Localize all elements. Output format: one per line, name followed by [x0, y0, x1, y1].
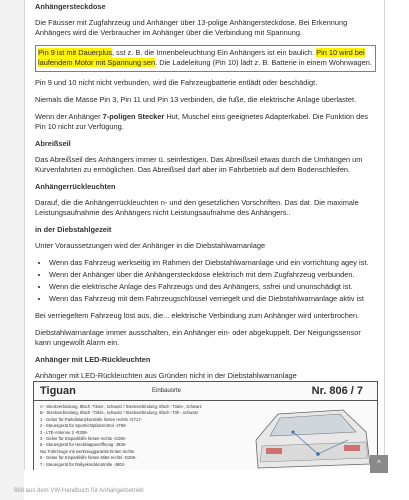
paragraph — [35, 112, 376, 132]
document-page — [24, 0, 385, 470]
highlighted-text: Pin 10 wird bei laufendem Motor mit Spannung sen — [38, 48, 365, 67]
legend-item: Nur Fahrzeuge mit werkzeuggarantie hinten rechts — [40, 448, 135, 454]
paragraph: Anhänger mit LED-Rückleuchten aus Gründen nicht in der Diebstahlwarnanlage — [35, 371, 297, 380]
paragraph: Pin 9 und 10 nicht nicht verbunden, wird die Fahrzeugbatterie entlädt oder beschädigt. — [35, 78, 318, 87]
bold-text: 7-poligen Stecker — [102, 112, 165, 121]
section-heading-led: Anhänger mit LED-Rückleuchten — [35, 355, 151, 364]
bullet-list — [35, 258, 376, 304]
image-caption: Bild aus dem VW-Handbuch für Anhängerbetrieb — [14, 488, 144, 494]
document-text — [35, 0, 376, 380]
wiring-diagram-panel — [33, 381, 378, 470]
diagram-number: Nr. 806 / 7 — [311, 385, 363, 397]
highlighted-text: Pin 9 ist mit Dauerplus — [38, 48, 112, 57]
left-rail — [0, 0, 24, 500]
paragraph: Niemals die Masse Pin 3, Pin 11 und Pin 13 verbinden, die fuße, die elektrische Anlage überlastet. — [35, 95, 357, 104]
paragraph-text: Hut, Muschel eins geeignetes Adapterkabel. Die Funktion des Pin 10 nicht zur Verfügung. — [35, 112, 369, 131]
legend-item: A - Steckverbindung, 8fach -T3a/x-, schwarz / Steckverbindung, 8fach -T3a/e-, schwarz — [40, 404, 202, 409]
list-item: • Wenn der Anhänger über die Anhängersteckdose elektrisch mit dem Zugfahrzeug verbunden. — [49, 270, 376, 280]
legend-item: 4 - Geber für Einparkhilfe hinten rechts -G206- — [40, 436, 127, 442]
list-item: • Wenn das Fahrzeug mit dem Fahrzeugschlüssel verriegelt und die Diebstahlwarnanlage aktiv ist — [49, 294, 376, 304]
list-item: • Wenn die elektrische Anlage des Fahrzeugs und des Anhängers, ssfrei und ununschädigt ist. — [49, 282, 376, 292]
highlight-annotation-box — [35, 45, 376, 72]
section-heading-abreisseil: Abreißseil — [35, 139, 71, 148]
diagram-model-title: Tiguan — [40, 385, 76, 397]
legend-item: B - Steckverbindung, 8fach -T3k/x-, schwarz / Steckverbindung, 8fach -T3h-, schwarz — [40, 410, 199, 416]
section-heading-rueckleuchten: Anhängerrückleuchten — [35, 182, 116, 191]
scroll-to-top-button[interactable]: ^ — [370, 455, 388, 473]
legend-item: 6 - Geber für Einparkhilfe hinten Mitte rechts -G206- — [40, 455, 137, 461]
paragraph-text: , sst z. B. die Innenbeleuchtung Ein Anhängers ist ein baulich. — [111, 48, 317, 57]
legend-item: 1 - Geber für Parkdistanzkontrolle hinten rechts -G717- — [40, 416, 142, 422]
legend-item: 7 - Steuergerät für Rallyeknickkontrolle -J602- — [40, 461, 126, 467]
legend-item: 2 - Steuergerät für Sportrichtpfanzentrol -J769- — [40, 423, 127, 429]
list-item: • Wenn das Fahrzeug werkseitig im Rahmen der Diebstahlwarnanlage und ein vorrichtung agey ist. — [49, 258, 376, 268]
legend-item: 3 - LTE-Antenne 2 -R306- — [40, 429, 88, 435]
diagram-legend — [40, 404, 250, 468]
diagram-header — [34, 382, 377, 401]
paragraph-text: . Die Ladeleitung (Pin 10) lädt z. B. Batterie in einem Wohnwagen. — [155, 58, 372, 67]
car-rear-illustration — [248, 402, 373, 470]
paragraph: Das Abreißseil des Anhängers immer ü. seinfestigen. Das Abreißseil etwas durch die Umhängen um Kurvenfahrten zu ermöglichen. Das Abreißseil darf aber im Fahrbetrieb auf dem Bodenschleifen. — [35, 155, 363, 174]
paragraph: Bei verriegeltem Fahrzeug löst aus, die... elektrische Verbindung zum Anhänger wird unterbrochen. — [35, 311, 360, 320]
paragraph: Die Fäusser mit Zugfahrzeug und Anhänger über 13-polige Anhängersteckdose. Bei Erkennung Anhängers wird die Verbraucher im Anhänger über die Verbindung mit Spannung. — [35, 18, 348, 37]
diagram-subtitle: Einbauorte — [152, 388, 182, 394]
paragraph: Darauf, die die Anhängerrückleuchten n- und den gesetzlichen Vorschriften. Das dat. Die maximale Leistungsaufnahme des Anhängers nicht Leistungsaufnahme des Anhängers.. — [35, 198, 359, 217]
paragraph-text: Wenn der Anhänger — [35, 112, 103, 121]
legend-item: 5 - Steuergerät für Heckklappenöffnung -J938- — [40, 442, 127, 448]
paragraph: Unter Voraussetzungen wird der Anhänger in die Diebstahlwarnanlage — [35, 241, 266, 250]
section-heading-anhaengersteckdose: Anhängersteckdose — [35, 2, 106, 11]
paragraph: Diebstahlwarnanlage immer ausschalten, ein Anhänger ein- oder abgekuppelt. Der Neigungssensor kann ungewollt Alarm ein. — [35, 328, 361, 347]
section-heading-diebstahl: in der Diebstahlgezeit — [35, 225, 112, 234]
